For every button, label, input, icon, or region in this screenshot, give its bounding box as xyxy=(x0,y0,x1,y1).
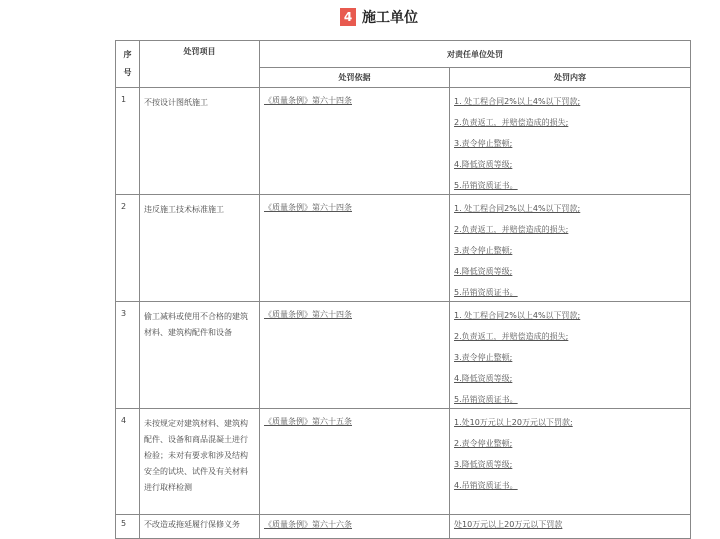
table-row xyxy=(116,195,691,302)
section-title xyxy=(340,7,418,27)
penalty-line[interactable]: 4.降低资质等级; xyxy=(454,267,513,276)
penalty-line[interactable]: 2.负责返工，并赔偿造成的损失; xyxy=(454,118,569,127)
basis-link[interactable]: 《质量条例》第六十五条 xyxy=(264,417,352,426)
penalty-line[interactable]: 3.责令停止整顿; xyxy=(454,353,513,362)
row-basis xyxy=(260,302,450,409)
penalty-line[interactable]: 2.负责返工，并赔偿造成的损失; xyxy=(454,332,569,341)
row-content xyxy=(450,195,691,302)
basis-link[interactable]: 《质量条例》第六十四条 xyxy=(264,310,352,319)
row-content xyxy=(450,302,691,409)
table-row xyxy=(116,302,691,409)
row-index: 5 xyxy=(116,515,140,539)
row-index: 4 xyxy=(116,409,140,515)
row-index: 1 xyxy=(116,88,140,195)
row-basis xyxy=(260,195,450,302)
row-basis xyxy=(260,515,450,539)
table-row xyxy=(116,515,691,539)
penalty-line[interactable]: 处10万元以上20万元以下罚款 xyxy=(454,520,563,529)
header-item: 处罚项目 xyxy=(140,41,260,88)
penalty-line[interactable]: 5.吊销资质证书。 xyxy=(454,181,518,190)
table-row xyxy=(116,409,691,515)
penalty-line[interactable]: 3.降低资质等级; xyxy=(454,460,513,469)
penalty-line[interactable]: 4.降低资质等级; xyxy=(454,160,513,169)
row-index: 3 xyxy=(116,302,140,409)
row-item: 偷工减料或使用不合格的建筑材料、建筑构配件和设备 xyxy=(140,302,260,409)
row-basis xyxy=(260,88,450,195)
header-content: 处罚内容 xyxy=(450,68,691,88)
penalty-line[interactable]: 1. 处工程合同2%以上4%以下罚款; xyxy=(454,97,581,106)
header-group: 对责任单位处罚 xyxy=(260,41,691,68)
penalty-line[interactable]: 4.降低资质等级; xyxy=(454,374,513,383)
row-basis xyxy=(260,409,450,515)
penalty-line[interactable]: 3.责令停止整顿; xyxy=(454,246,513,255)
row-item: 不按设计图纸施工 xyxy=(140,88,260,195)
row-content xyxy=(450,515,691,539)
basis-link[interactable]: 《质量条例》第六十四条 xyxy=(264,203,352,212)
penalty-line[interactable]: 2.责令停业整顿; xyxy=(454,439,513,448)
penalty-line[interactable]: 5.吊销资质证书。 xyxy=(454,395,518,404)
row-item: 违反施工技术标准施工 xyxy=(140,195,260,302)
header-index: 序号 xyxy=(116,41,140,88)
penalty-line[interactable]: 3.责令停止整顿; xyxy=(454,139,513,148)
row-item: 不改造或拖延履行保修义务 xyxy=(140,515,260,539)
penalty-line[interactable]: 1.处10万元以上20万元以下罚款; xyxy=(454,418,573,427)
penalty-line[interactable]: 1. 处工程合同2%以上4%以下罚款; xyxy=(454,311,581,320)
row-content xyxy=(450,88,691,195)
penalty-table xyxy=(115,40,691,539)
penalty-line[interactable]: 5.吊销资质证书。 xyxy=(454,288,518,297)
penalty-line[interactable]: 2.负责返工，并赔偿造成的损失; xyxy=(454,225,569,234)
penalty-line[interactable]: 1. 处工程合同2%以上4%以下罚款; xyxy=(454,204,581,213)
table-row xyxy=(116,88,691,195)
section-number-badge: 4 xyxy=(340,8,356,26)
basis-link[interactable]: 《质量条例》第六十四条 xyxy=(264,96,352,105)
section-title-text: 施工单位 xyxy=(362,10,418,26)
header-basis: 处罚依据 xyxy=(260,68,450,88)
row-content xyxy=(450,409,691,515)
penalty-line[interactable]: 4.吊销资质证书。 xyxy=(454,481,518,490)
row-item: 未按规定对建筑材料、建筑构配件、设备和商品混凝土进行检验；未对有要求和涉及结构安全的试块、试件及有关材料进行取样检测 xyxy=(140,409,260,515)
basis-link[interactable]: 《质量条例》第六十六条 xyxy=(264,520,352,529)
row-index: 2 xyxy=(116,195,140,302)
